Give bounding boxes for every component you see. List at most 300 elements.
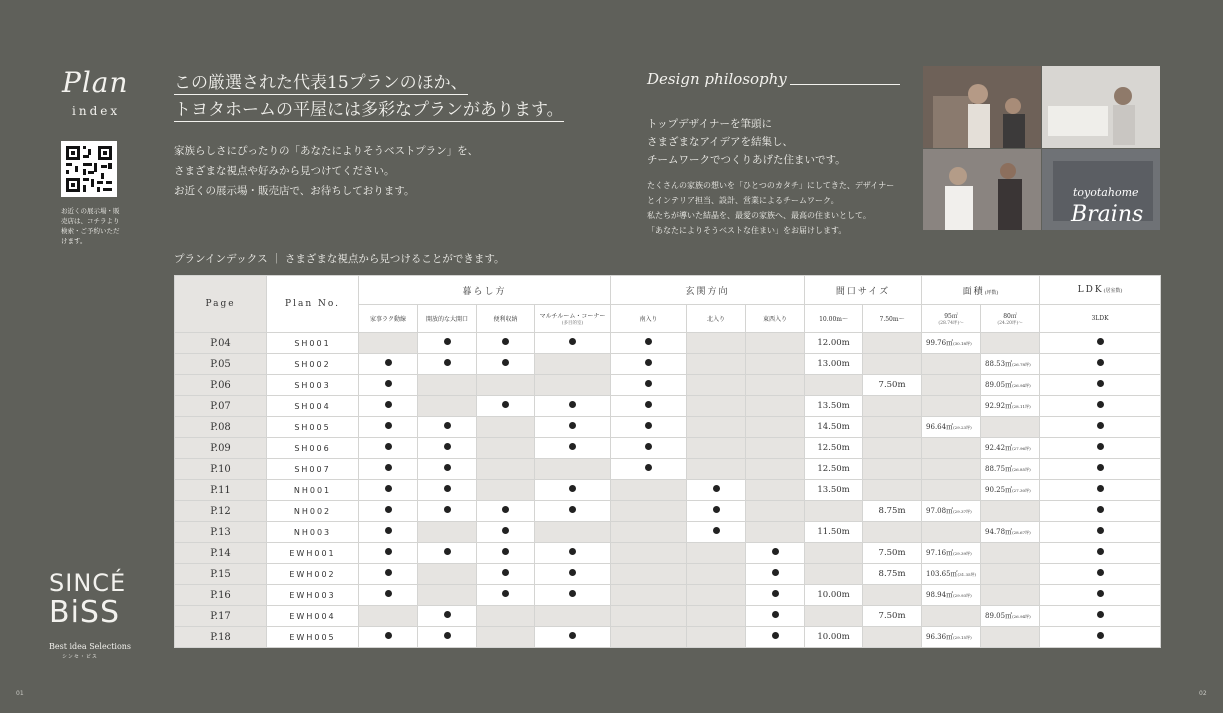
- cell-multi: [535, 459, 611, 480]
- cell-south: [611, 564, 687, 585]
- bullet-dot-icon: [1097, 485, 1104, 492]
- cell-frontage-10: 10.00m: [805, 585, 863, 606]
- cell-area-80: [981, 417, 1040, 438]
- bullet-dot-icon: [645, 443, 652, 450]
- cell-frontage-75: [863, 438, 922, 459]
- cell-frontage-75: [863, 522, 922, 543]
- table-row: [175, 459, 1161, 480]
- col-area-80-label: 80㎡: [1003, 313, 1017, 320]
- area-tsubo: (29.23坪): [953, 425, 972, 430]
- cell-area-95: [922, 522, 981, 543]
- cell-open: [418, 333, 477, 354]
- cell-housework: [359, 333, 418, 354]
- page-number-left: 01: [16, 690, 24, 697]
- bullet-dot-icon: [772, 632, 779, 639]
- cell-open: [418, 480, 477, 501]
- cell-plan-no: SH001: [267, 333, 359, 354]
- area-value: 96.64㎡: [926, 423, 954, 431]
- cell-page: P.15: [175, 564, 267, 585]
- cell-frontage-10: 12.50m: [805, 459, 863, 480]
- bullet-dot-icon: [444, 485, 451, 492]
- cell-housework: [359, 564, 418, 585]
- cell-housework: [359, 522, 418, 543]
- cell-open: [418, 417, 477, 438]
- header-ldk-label: LDK: [1077, 285, 1104, 295]
- bullet-dot-icon: [1097, 359, 1104, 366]
- cell-area-95: [922, 585, 981, 606]
- cell-storage: [477, 627, 535, 648]
- cell-eastwest: [746, 606, 805, 627]
- cell-open: [418, 564, 477, 585]
- cell-ldk: [1040, 543, 1161, 564]
- cell-frontage-75: 8.75m: [863, 564, 922, 585]
- cell-north: [687, 396, 746, 417]
- cell-multi: [535, 438, 611, 459]
- cell-page: P.11: [175, 480, 267, 501]
- cell-housework: [359, 375, 418, 396]
- bullet-dot-icon: [444, 548, 451, 555]
- cell-page: P.12: [175, 501, 267, 522]
- table-row: [175, 354, 1161, 375]
- header-page: Page: [175, 276, 267, 333]
- col-eastwest: 東西入り: [746, 305, 805, 333]
- area-value: 88.75㎡: [985, 465, 1013, 473]
- cell-north: [687, 480, 746, 501]
- headline: [174, 70, 564, 124]
- cell-eastwest: [746, 480, 805, 501]
- design-text-line2: さまざまなアイデアを結集し、: [647, 136, 794, 148]
- cell-north: [687, 627, 746, 648]
- cell-area-80: [981, 543, 1040, 564]
- cell-frontage-75: [863, 459, 922, 480]
- cell-area-80: [981, 522, 1040, 543]
- col-multi-label: マルチルーム・コーナー: [539, 313, 606, 320]
- cell-south: [611, 354, 687, 375]
- cell-area-80: [981, 354, 1040, 375]
- plan-subtitle: index: [72, 104, 121, 118]
- cell-storage: [477, 585, 535, 606]
- bullet-dot-icon: [502, 338, 509, 345]
- cell-storage: [477, 438, 535, 459]
- cell-multi: [535, 543, 611, 564]
- cell-storage: [477, 396, 535, 417]
- bullet-dot-icon: [502, 569, 509, 576]
- bullet-dot-icon: [444, 464, 451, 471]
- bullet-dot-icon: [1097, 380, 1104, 387]
- area-value: 92.92㎡: [985, 402, 1013, 410]
- cell-page: P.05: [175, 354, 267, 375]
- bullet-dot-icon: [569, 338, 576, 345]
- table-row: [175, 438, 1161, 459]
- bullet-dot-icon: [772, 611, 779, 618]
- bullet-dot-icon: [1097, 527, 1104, 534]
- qr-note: お近くの展示場・販売店は、コチラより検索・ご予約いただけます。: [61, 207, 120, 245]
- cell-open: [418, 585, 477, 606]
- cell-area-95: [922, 606, 981, 627]
- cell-open: [418, 375, 477, 396]
- header-frontage: 間口サイズ: [805, 276, 922, 305]
- bullet-dot-icon: [713, 506, 720, 513]
- cell-page: P.07: [175, 396, 267, 417]
- cell-page: P.08: [175, 417, 267, 438]
- cell-eastwest: [746, 522, 805, 543]
- header-area-unit: (坪数): [984, 289, 999, 296]
- table-row: [175, 606, 1161, 627]
- cell-frontage-75: [863, 354, 922, 375]
- cell-frontage-75: 7.50m: [863, 606, 922, 627]
- cell-open: [418, 627, 477, 648]
- cell-ldk: [1040, 606, 1161, 627]
- cell-storage: [477, 501, 535, 522]
- cell-frontage-10: [805, 606, 863, 627]
- bullet-dot-icon: [444, 338, 451, 345]
- bullet-dot-icon: [713, 527, 720, 534]
- bullet-dot-icon: [645, 338, 652, 345]
- cell-housework: [359, 480, 418, 501]
- bullet-dot-icon: [772, 548, 779, 555]
- cell-housework: [359, 396, 418, 417]
- cell-eastwest: [746, 417, 805, 438]
- area-tsubo: (27.96坪): [1012, 446, 1031, 451]
- cell-housework: [359, 543, 418, 564]
- cell-ldk: [1040, 396, 1161, 417]
- cell-north: [687, 564, 746, 585]
- logo-kana: シンセ・ビス: [62, 654, 98, 660]
- cell-south: [611, 333, 687, 354]
- cell-eastwest: [746, 375, 805, 396]
- area-tsubo: (28.11坪): [1012, 404, 1031, 409]
- bullet-dot-icon: [645, 359, 652, 366]
- table-row: [175, 375, 1161, 396]
- cell-multi: [535, 627, 611, 648]
- col-frontage-75: 7.50m～: [863, 305, 922, 333]
- cell-eastwest: [746, 543, 805, 564]
- bullet-dot-icon: [1097, 611, 1104, 618]
- bullet-dot-icon: [385, 632, 392, 639]
- bullet-dot-icon: [1097, 401, 1104, 408]
- bullet-dot-icon: [645, 464, 652, 471]
- cell-area-95: [922, 375, 981, 396]
- cell-housework: [359, 459, 418, 480]
- headline-line2: トヨタホームの平屋には多彩なプランがあります。: [174, 100, 564, 120]
- cell-storage: [477, 354, 535, 375]
- bullet-dot-icon: [1097, 632, 1104, 639]
- cell-storage: [477, 606, 535, 627]
- cell-south: [611, 522, 687, 543]
- area-value: 89.05㎡: [985, 612, 1013, 620]
- cell-area-95: [922, 333, 981, 354]
- col-ldk: 3LDK: [1040, 305, 1161, 333]
- bullet-dot-icon: [502, 359, 509, 366]
- cell-area-95: [922, 459, 981, 480]
- cell-eastwest: [746, 333, 805, 354]
- cell-north: [687, 375, 746, 396]
- plan-index-table: [174, 275, 1161, 648]
- area-value: 98.94㎡: [926, 591, 954, 599]
- table-row: [175, 480, 1161, 501]
- desc-line2: さまざまな視点や好みから見つけてください。: [174, 165, 395, 177]
- design-small-line2: とインテリア担当、設計、営業によるチームワーク。: [647, 196, 839, 205]
- cell-eastwest: [746, 627, 805, 648]
- bullet-dot-icon: [1097, 569, 1104, 576]
- cell-housework: [359, 606, 418, 627]
- cell-frontage-75: [863, 333, 922, 354]
- cell-eastwest: [746, 438, 805, 459]
- cell-area-95: [922, 438, 981, 459]
- col-open: 開放的な大開口: [418, 305, 477, 333]
- cell-north: [687, 459, 746, 480]
- cell-housework: [359, 627, 418, 648]
- area-tsubo: (29.93坪): [953, 593, 972, 598]
- cell-area-95: [922, 354, 981, 375]
- photo-brand-big: Brains: [1071, 202, 1144, 227]
- cell-ldk: [1040, 438, 1161, 459]
- cell-storage: [477, 522, 535, 543]
- col-area-95-label: 95㎡: [944, 313, 958, 320]
- cell-ldk: [1040, 501, 1161, 522]
- cell-ldk: [1040, 627, 1161, 648]
- cell-north: [687, 606, 746, 627]
- cell-ldk: [1040, 375, 1161, 396]
- bullet-dot-icon: [1097, 590, 1104, 597]
- plan-index-label: プランインデックス ｜ さまざまな視点から見つけることができます。: [174, 253, 505, 265]
- cell-south: [611, 438, 687, 459]
- cell-open: [418, 543, 477, 564]
- bullet-dot-icon: [502, 590, 509, 597]
- area-value: 90.25㎡: [985, 486, 1013, 494]
- bullet-dot-icon: [385, 443, 392, 450]
- cell-frontage-10: 13.50m: [805, 396, 863, 417]
- cell-plan-no: NH002: [267, 501, 359, 522]
- cell-plan-no: SH002: [267, 354, 359, 375]
- cell-frontage-10: 11.50m: [805, 522, 863, 543]
- cell-area-80: [981, 438, 1040, 459]
- cell-multi: [535, 417, 611, 438]
- cell-eastwest: [746, 396, 805, 417]
- cell-plan-no: EWH003: [267, 585, 359, 606]
- area-value: 96.36㎡: [926, 633, 954, 641]
- cell-area-95: [922, 417, 981, 438]
- area-value: 92.42㎡: [985, 444, 1013, 452]
- desc-line3: お近くの展示場・販売店で、お待ちしております。: [174, 185, 415, 197]
- cell-multi: [535, 375, 611, 396]
- table-row: [175, 501, 1161, 522]
- bullet-dot-icon: [502, 401, 509, 408]
- col-frontage-10: 10.00m～: [805, 305, 863, 333]
- cell-housework: [359, 417, 418, 438]
- bullet-dot-icon: [385, 548, 392, 555]
- cell-area-80: [981, 333, 1040, 354]
- cell-ldk: [1040, 522, 1161, 543]
- cell-area-95: [922, 396, 981, 417]
- cell-eastwest: [746, 585, 805, 606]
- bullet-dot-icon: [569, 401, 576, 408]
- cell-storage: [477, 459, 535, 480]
- area-tsubo: (26.94坪): [1012, 614, 1031, 619]
- header-ldk-note: (居室数): [1103, 288, 1123, 294]
- area-value: 97.08㎡: [926, 507, 954, 515]
- cell-multi: [535, 564, 611, 585]
- cell-multi: [535, 333, 611, 354]
- cell-plan-no: SH005: [267, 417, 359, 438]
- bullet-dot-icon: [569, 422, 576, 429]
- design-small-text: [647, 178, 894, 238]
- area-tsubo: (30.18坪): [953, 341, 972, 346]
- intro-description: [174, 141, 478, 201]
- col-storage: 便利収納: [477, 305, 535, 333]
- area-value: 97.16㎡: [926, 549, 954, 557]
- bullet-dot-icon: [385, 422, 392, 429]
- area-value: 94.78㎡: [985, 528, 1013, 536]
- cell-housework: [359, 438, 418, 459]
- cell-area-95: [922, 627, 981, 648]
- cell-frontage-75: [863, 417, 922, 438]
- cell-area-95: [922, 501, 981, 522]
- cell-area-95: [922, 480, 981, 501]
- logo-tagline: Best idea Selections: [49, 642, 132, 651]
- cell-frontage-10: 13.50m: [805, 480, 863, 501]
- area-value: 88.53㎡: [985, 360, 1013, 368]
- design-text-line3: チームワークでつくりあげた住まいです。: [647, 154, 846, 166]
- area-tsubo: (26.94坪): [1012, 383, 1031, 388]
- col-area-80-note: (24.20坪)～: [997, 321, 1023, 326]
- cell-open: [418, 501, 477, 522]
- cell-north: [687, 417, 746, 438]
- logo-line2: BiSS: [49, 595, 121, 630]
- cell-eastwest: [746, 354, 805, 375]
- cell-multi: [535, 606, 611, 627]
- table-row: [175, 585, 1161, 606]
- cell-frontage-75: [863, 396, 922, 417]
- cell-frontage-10: [805, 543, 863, 564]
- cell-storage: [477, 480, 535, 501]
- cell-plan-no: SH004: [267, 396, 359, 417]
- table-row: [175, 417, 1161, 438]
- cell-frontage-10: [805, 501, 863, 522]
- cell-multi: [535, 480, 611, 501]
- cell-frontage-75: [863, 480, 922, 501]
- cell-frontage-75: 7.50m: [863, 375, 922, 396]
- area-tsubo: (29.37坪): [953, 509, 972, 514]
- design-text-line1: トップデザイナーを筆頭に: [647, 118, 772, 130]
- bullet-dot-icon: [1097, 548, 1104, 555]
- col-area-95-note: (28.74坪)～: [938, 321, 964, 326]
- cell-page: P.13: [175, 522, 267, 543]
- bullet-dot-icon: [645, 422, 652, 429]
- headline-line1: この厳選された代表15プランのほか、: [174, 73, 468, 93]
- area-tsubo: (26.85坪): [1012, 467, 1031, 472]
- cell-storage: [477, 417, 535, 438]
- cell-plan-no: SH006: [267, 438, 359, 459]
- design-philosophy-title: Design philosophy: [647, 70, 787, 88]
- cell-frontage-10: [805, 375, 863, 396]
- table-row: [175, 564, 1161, 585]
- bullet-dot-icon: [444, 506, 451, 513]
- table-row: [175, 396, 1161, 417]
- cell-open: [418, 438, 477, 459]
- cell-ldk: [1040, 459, 1161, 480]
- cell-storage: [477, 564, 535, 585]
- cell-plan-no: NH001: [267, 480, 359, 501]
- cell-north: [687, 522, 746, 543]
- cell-ldk: [1040, 564, 1161, 585]
- cell-area-80: [981, 585, 1040, 606]
- bullet-dot-icon: [645, 401, 652, 408]
- cell-ldk: [1040, 480, 1161, 501]
- plan-rows: [175, 333, 1161, 648]
- bullet-dot-icon: [444, 359, 451, 366]
- cell-frontage-10: 10.00m: [805, 627, 863, 648]
- cell-north: [687, 585, 746, 606]
- desc-line1: 家族らしさにぴったりの「あなたによりそうベストプラン」を、: [174, 145, 479, 157]
- bullet-dot-icon: [385, 464, 392, 471]
- cell-frontage-75: 8.75m: [863, 501, 922, 522]
- cell-page: P.18: [175, 627, 267, 648]
- cell-eastwest: [746, 501, 805, 522]
- cell-area-95: [922, 543, 981, 564]
- cell-page: P.04: [175, 333, 267, 354]
- col-housework: 家事ラク動線: [359, 305, 418, 333]
- cell-area-80: [981, 627, 1040, 648]
- area-tsubo: (31.35坪): [957, 572, 977, 577]
- cell-south: [611, 480, 687, 501]
- col-multi: [535, 305, 611, 333]
- design-philosophy-rule: [790, 84, 900, 85]
- bullet-dot-icon: [385, 590, 392, 597]
- col-south: 南入り: [611, 305, 687, 333]
- cell-ldk: [1040, 354, 1161, 375]
- header-area-label: 面積: [962, 286, 985, 297]
- cell-plan-no: SH007: [267, 459, 359, 480]
- bullet-dot-icon: [502, 548, 509, 555]
- bullet-dot-icon: [569, 569, 576, 576]
- col-area-80: [981, 305, 1040, 333]
- cell-housework: [359, 585, 418, 606]
- bullet-dot-icon: [1097, 338, 1104, 345]
- cell-open: [418, 522, 477, 543]
- bullet-dot-icon: [444, 422, 451, 429]
- cell-multi: [535, 501, 611, 522]
- cell-ldk: [1040, 585, 1161, 606]
- area-value: 89.05㎡: [985, 381, 1013, 389]
- cell-south: [611, 459, 687, 480]
- cell-plan-no: EWH001: [267, 543, 359, 564]
- design-small-line4: 「あなたによりそうベストな住まい」をお届けします。: [647, 226, 847, 235]
- area-tsubo: (29.15坪): [953, 635, 972, 640]
- cell-north: [687, 354, 746, 375]
- bullet-dot-icon: [569, 548, 576, 555]
- col-area-95: [922, 305, 981, 333]
- area-tsubo: (26.78坪): [1012, 362, 1031, 367]
- qr-code[interactable]: [61, 141, 117, 197]
- bullet-dot-icon: [385, 569, 392, 576]
- area-tsubo: (29.39坪): [953, 551, 972, 556]
- cell-area-80: [981, 459, 1040, 480]
- cell-page: P.17: [175, 606, 267, 627]
- bullet-dot-icon: [569, 590, 576, 597]
- bullet-dot-icon: [1097, 443, 1104, 450]
- cell-plan-no: EWH002: [267, 564, 359, 585]
- area-value: 99.76㎡: [926, 339, 954, 347]
- cell-open: [418, 396, 477, 417]
- bullet-dot-icon: [385, 380, 392, 387]
- header-entrance: 玄関方向: [611, 276, 805, 305]
- cell-plan-no: EWH005: [267, 627, 359, 648]
- cell-plan-no: NH003: [267, 522, 359, 543]
- cell-north: [687, 543, 746, 564]
- bullet-dot-icon: [444, 443, 451, 450]
- table-row: [175, 522, 1161, 543]
